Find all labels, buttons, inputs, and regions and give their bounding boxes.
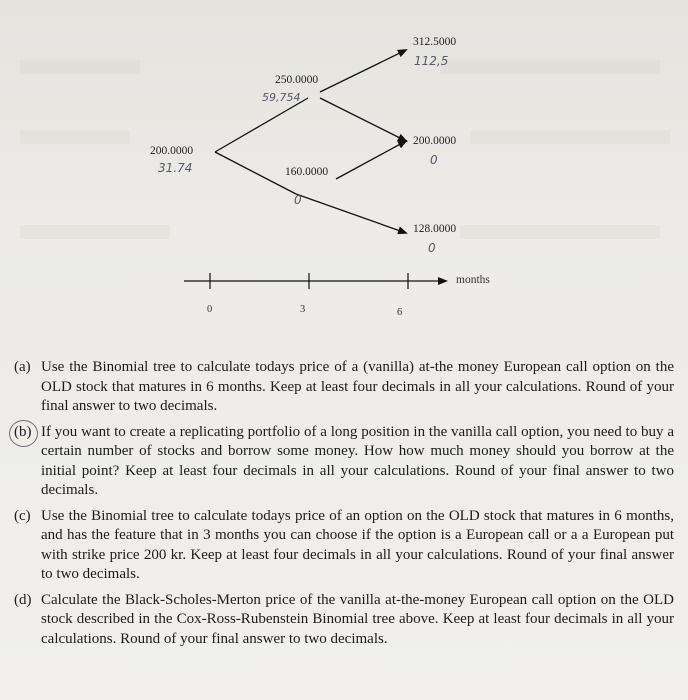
question-list xyxy=(14,358,674,655)
question-c-marker: (c) xyxy=(14,507,31,524)
node-dd-handwritten: 0 xyxy=(428,241,436,255)
branch-down-dd xyxy=(296,194,406,233)
question-b-marker: (b) xyxy=(14,423,32,440)
question-c xyxy=(14,507,674,585)
question-a-text: Use the Binomial tree to calculate todays price of a (vanilla) at-the money European call option on the OLD stock that matures in 6 months. Keep at least four decimals in all your calculations. Round of your final answer to two decimals. xyxy=(41,359,674,414)
time-tick-label-3: 3 xyxy=(300,304,306,315)
branch-root-up xyxy=(215,98,308,152)
node-ud-handwritten: 0 xyxy=(430,153,438,167)
node-down-handwritten: 0 xyxy=(294,193,302,207)
question-b-text: If you want to create a replicating portfolio of a long position in the vanilla call option, you need to buy a certain number of stocks and borrow some money. How how much money should you borrow at the initial point? Keep at least four decimals in all your calculations. Round of your final answer to two decimals. xyxy=(41,423,674,498)
node-root-value: 200.0000 xyxy=(150,145,194,157)
question-a-marker: (a) xyxy=(14,359,31,375)
question-c-text: Use the Binomial tree to calculate todays price of an option on the OLD stock that matures in 6 months, and has the feature that in 3 months you can choose if the option is a European call or a a European put with strike price 200 kr. Keep at least four decimals in all your calculations. Round of your final answer to two decimals. xyxy=(41,507,674,582)
node-ud-value: 200.0000 xyxy=(413,135,457,147)
time-axis-label: months xyxy=(456,274,490,286)
question-d-text: Calculate the Black-Scholes-Merton price of the vanilla at-the-money European call option on the OLD stock described in the Cox-Ross-Rubenstein Binomial tree above. Keep at least four decimals in all your calculations. Round of your final answer to two decimals. xyxy=(41,591,674,647)
binomial-tree-diagram xyxy=(0,0,688,340)
node-dd-value: 128.0000 xyxy=(413,223,457,235)
time-tick-label-6: 6 xyxy=(397,307,403,318)
time-tick-label-0: 0 xyxy=(207,304,213,315)
node-uu-value: 312.5000 xyxy=(413,36,457,48)
node-root-handwritten: 31.74 xyxy=(158,161,193,175)
branch-down-ud xyxy=(336,141,406,179)
node-up-handwritten: 59,754 xyxy=(262,91,301,104)
branch-up-ud xyxy=(320,98,406,141)
node-down-value: 160.0000 xyxy=(285,166,329,178)
question-b xyxy=(14,423,674,501)
question-d-marker: (d) xyxy=(14,591,32,608)
node-uu-handwritten: 112,5 xyxy=(414,54,449,68)
branch-root-down xyxy=(215,152,296,194)
node-up-value: 250.0000 xyxy=(275,74,319,86)
question-a xyxy=(14,358,674,417)
question-d xyxy=(14,591,674,650)
branch-up-uu xyxy=(320,50,406,92)
